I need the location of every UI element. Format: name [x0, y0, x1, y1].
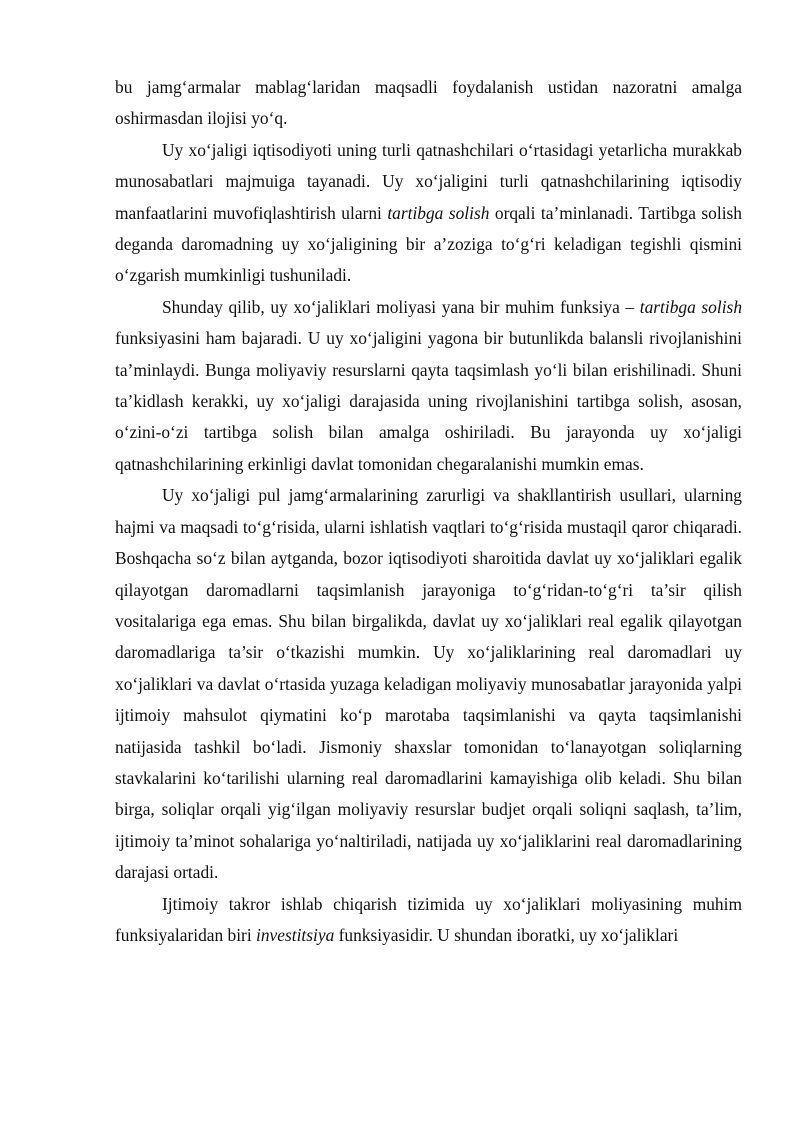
- paragraph-text: funksiyasini ham bajaradi. U uy xo‘jaligini yagona bir butunlikda balansli rivojlanishini ta’minlaydi. Bunga moliyaviy resurslarni qayta taqsimlash yo‘li bilan erishilinadi. Shuni ta’kidlash kerakki, uy xo‘jaligi darajasida uning rivojlanishini tartibga solish, asosan, o‘zini-o‘zi tartibga solish bilan amalga oshiriladi. Bu jarayonda uy xo‘jaligi qatnashchilarining erkinligi davlat tomonidan chegaralanishi mumkin emas.: [115, 328, 742, 474]
- paragraph-2: [115, 135, 742, 292]
- paragraph-5: [115, 889, 742, 952]
- italic-term: tartibga solish: [387, 202, 490, 223]
- paragraph-1: [115, 72, 742, 135]
- paragraph-text: bu jamg‘armalar mablag‘laridan maqsadli foydalanish ustidan nazoratni amalga oshirmasdan ilojisi yo‘q.: [115, 77, 742, 129]
- paragraph-3: [115, 292, 742, 480]
- paragraph-text: funksiyasidir. U shundan iboratki, uy xo‘jaliklari: [334, 924, 679, 945]
- document-page: [115, 72, 742, 951]
- paragraph-text: orqali ta’minlanadi. Tartibga solish deganda daromadning uy xo‘jaligining bir a’zoziga to‘g‘ri keladigan tegishli qismini o‘zgarish mumkinligi tushuniladi.: [115, 202, 742, 286]
- paragraph-text: Uy xo‘jaligi pul jamg‘armalarining zarurligi va shakllantirish usullari, ularning hajmi va maqsadi to‘g‘risida, ularni ishlatish vaqtlari to‘g‘risida mustaqil qaror chiqaradi. Boshqacha so‘z bilan aytganda, bozor iqtisodiyoti sharoitida davlat uy xo‘jaliklari egalik qilayotgan daromadlarni taqsimlanish jarayoniga to‘g‘ridan-to‘g‘ri ta’sir qilish vositalariga ega emas. Shu bilan birgalikda, davlat uy xo‘jaliklari real egalik qilayotgan daromadlariga ta’sir o‘tkazishi mumkin. Uy xo‘jaliklarining real daromadlari uy xo‘jaliklari va davlat o‘rtasida yuzaga keladigan moliyaviy munosabatlar jarayonida yalpi ijtimoiy mahsulot qiymatini ko‘p marotaba taqsimlanishi va qayta taqsimlanishi natijasida tashkil bo‘ladi. Jismoniy shaxslar tomonidan to‘lanayotgan soliqlarning stavkalarini ko‘tarilishi ularning real daromadlarini kamayishiga olib keladi. Shu bilan birga, soliqlar orqali yig‘ilgan moliyaviy resurslar budjet orqali soliqni saqlash, ta’lim, ijtimoiy ta’minot sohalariga yo‘naltiriladi, natijada uy xo‘jaliklarini real daromadlarining darajasi ortadi.: [115, 485, 742, 883]
- paragraph-text: Shunday qilib, uy xo‘jaliklari moliyasi yana bir muhim funksiya –: [162, 296, 640, 317]
- italic-term: investitsiya: [256, 924, 335, 945]
- paragraph-text: Ijtimoiy takror ishlab chiqarish tizimida uy xo‘jaliklari moliyasining muhim funksiyalaridan biri: [115, 893, 742, 945]
- paragraph-text: Uy xo‘jaligi iqtisodiyoti uning turli qatnashchilari o‘rtasidagi yetarlicha murakkab munosabatlari majmuiga tayanadi. Uy xo‘jaligini turli qatnashchilarining iqtisodiy manfaatlarini muvofiqlashtirish ularni: [115, 139, 742, 223]
- italic-term: tartibga solish: [639, 296, 743, 317]
- paragraph-4: [115, 480, 742, 888]
